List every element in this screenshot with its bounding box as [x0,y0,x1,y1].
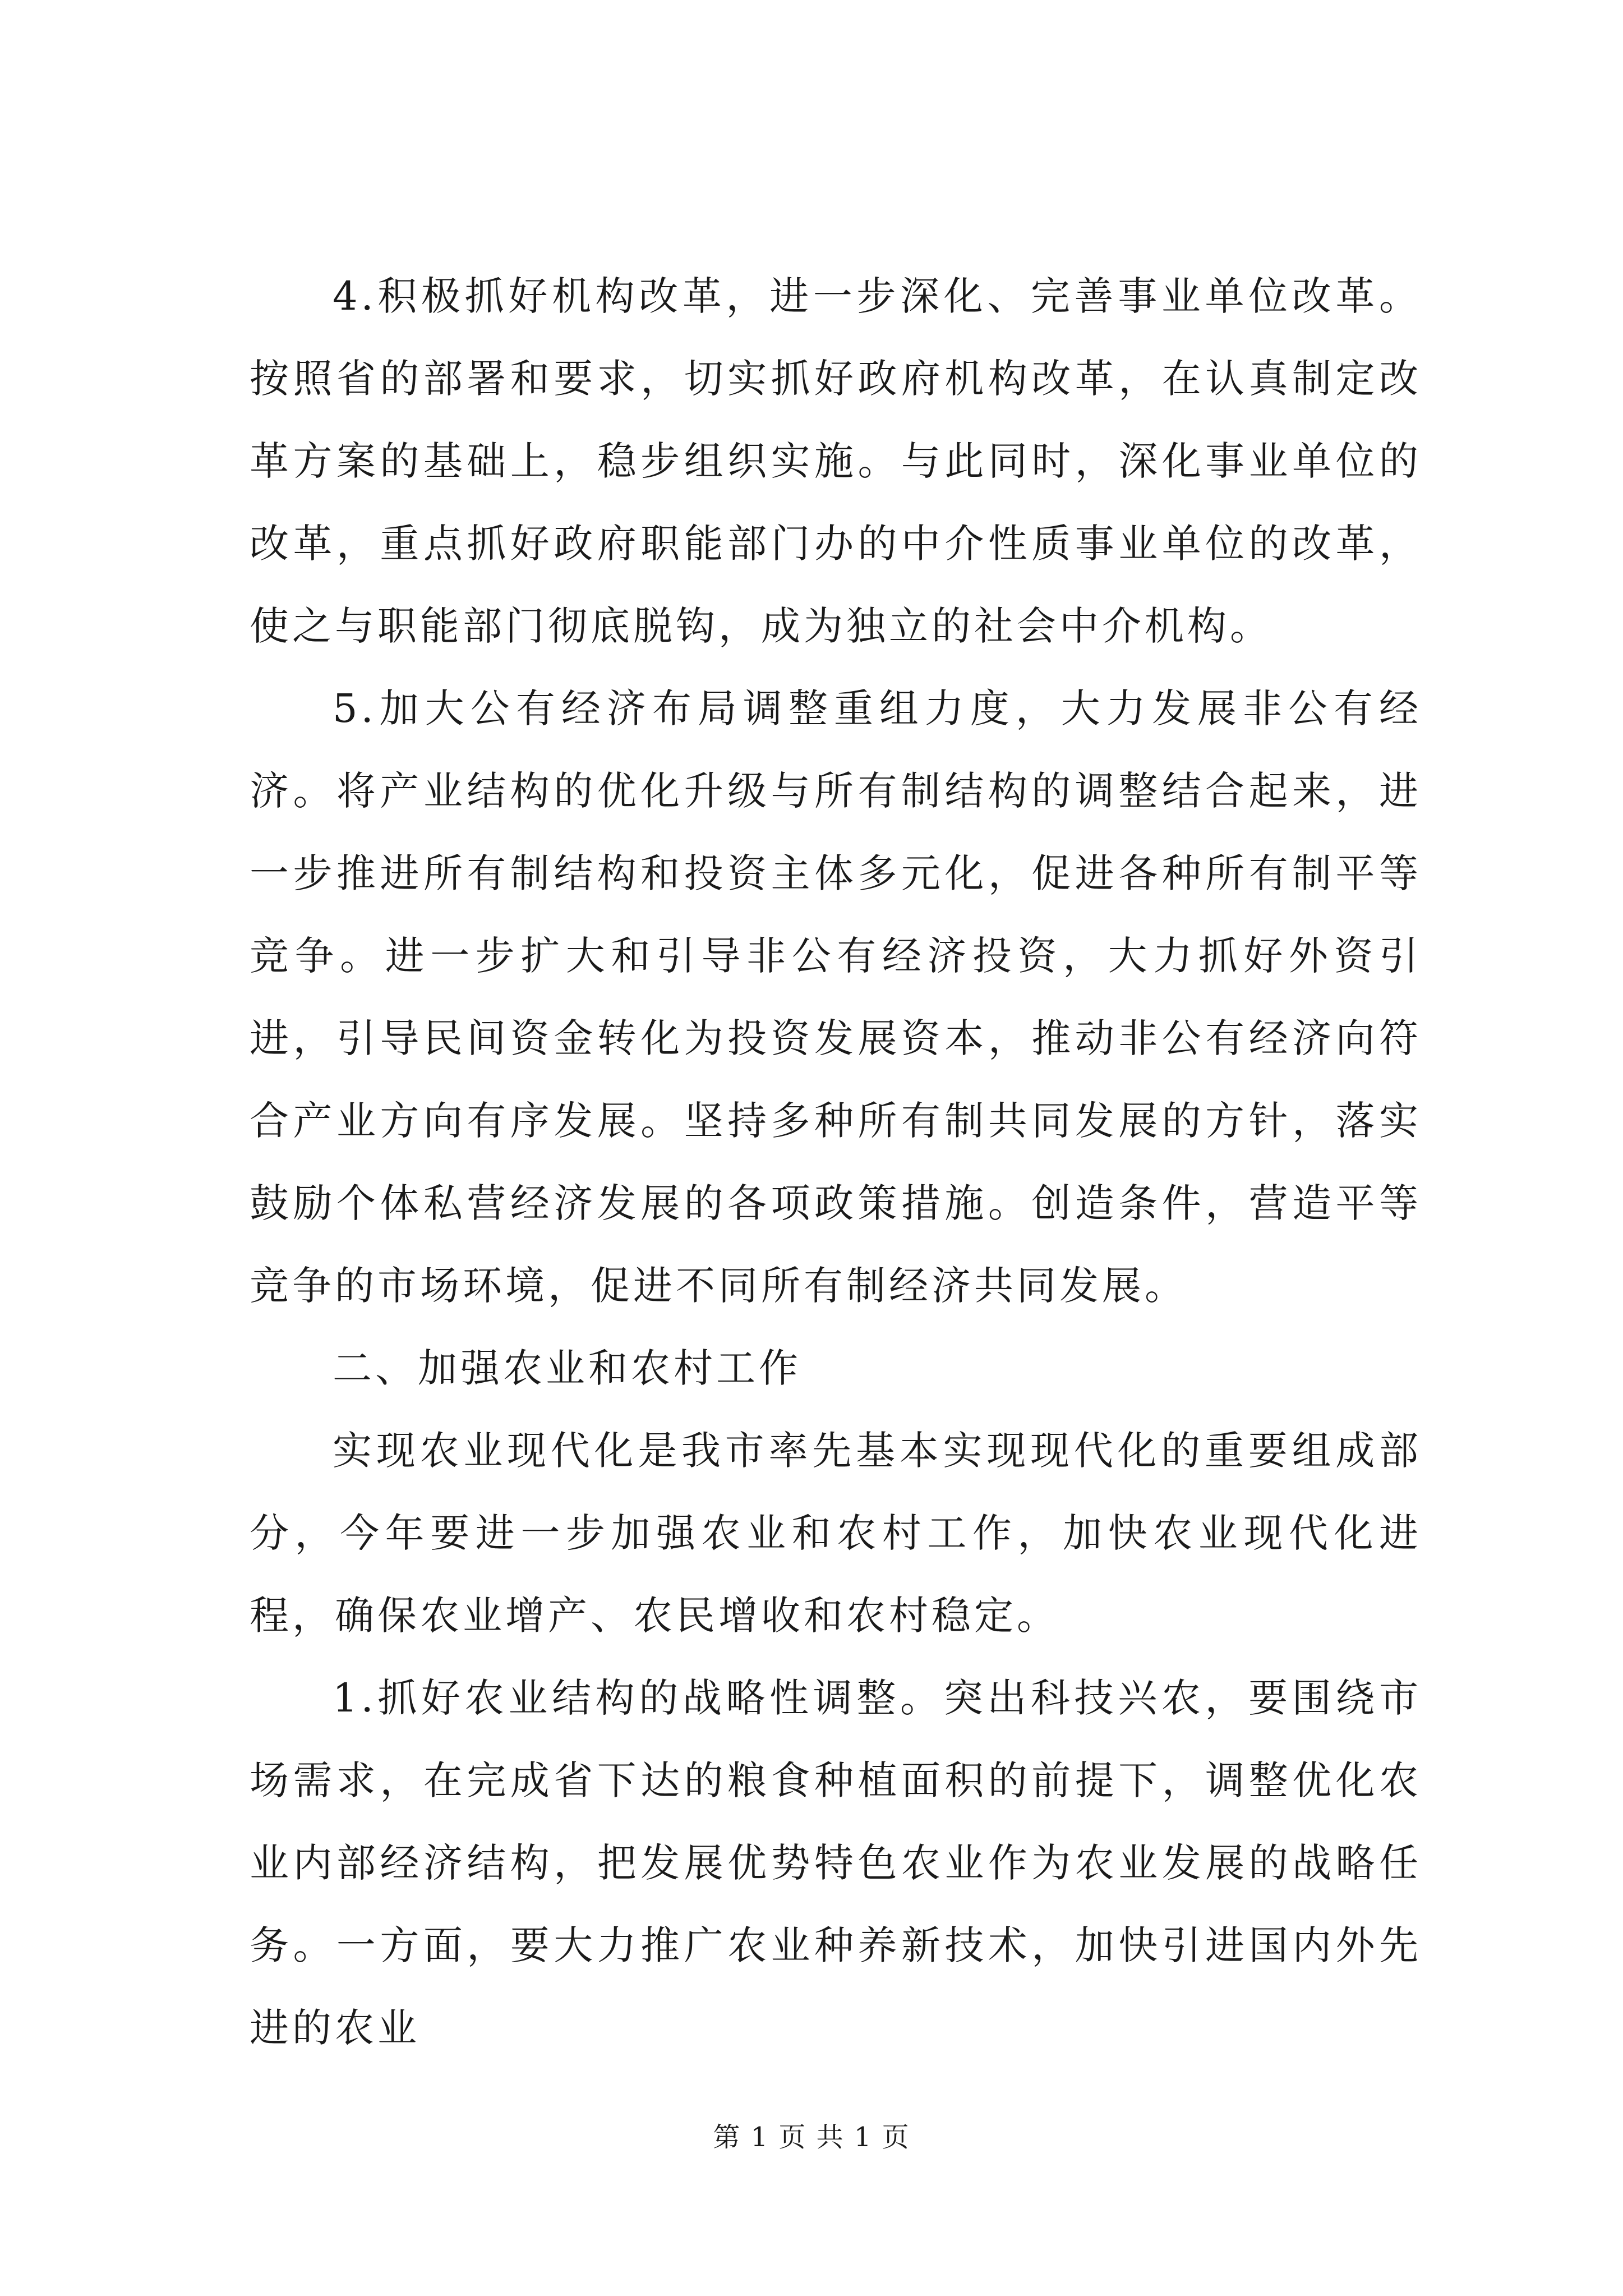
paragraph-agriculture-intro: 实现农业现代化是我市率先基本实现现代化的重要组成部分，今年要进一步加强农业和农村工作，加快农业现代化进程，确保农业增产、农民增收和农村稳定。 [250,1428,1422,1639]
section-heading-agriculture: 二、加强农业和农村工作 [333,1345,801,1391]
paragraph-non-public-economy: 5.加大公有经济布局调整重组力度，大力发展非公有经济。将产业结构的优化升级与所有制结构的调整结合起来，进一步推进所有制结构和投资主体多元化，促进各种所有制平等竞争。进一步扩大和引导非公有经济投资，大力抓好外资引进，引导民间资金转化为投资发展资本，推动非公有经济向符合产业方向有序发展。坚持多种所有制共同发展的方针，落实鼓励个体私营经济发展的各项政策措施。创造条件，营造平等竞争的市场环境，促进不同所有制经济共同发展。 [250,685,1422,1309]
paragraph-institutional-reform: 4.积极抓好机构改革，进一步深化、完善事业单位改革。按照省的部署和要求，切实抓好政府机构改革，在认真制定改革方案的基础上，稳步组织实施。与此同时，深化事业单位的改革，重点抓好政府职能部门办的中介性质事业单位的改革，使之与职能部门彻底脱钩，成为独立的社会中介机构。 [250,273,1422,649]
paragraph-agricultural-structure: 1.抓好农业结构的战略性调整。突出科技兴农，要围绕市场需求，在完成省下达的粮食种植面积的前提下，调整优化农业内部经济结构，把发展优势特色农业作为农业发展的战略任务。一方面，要大力推广农业种养新技术，加快引进国内外先进的农业 [250,1675,1422,2051]
page-footer: 第 1 页 共 1 页 [713,2122,910,2153]
document-body [250,255,1422,2069]
